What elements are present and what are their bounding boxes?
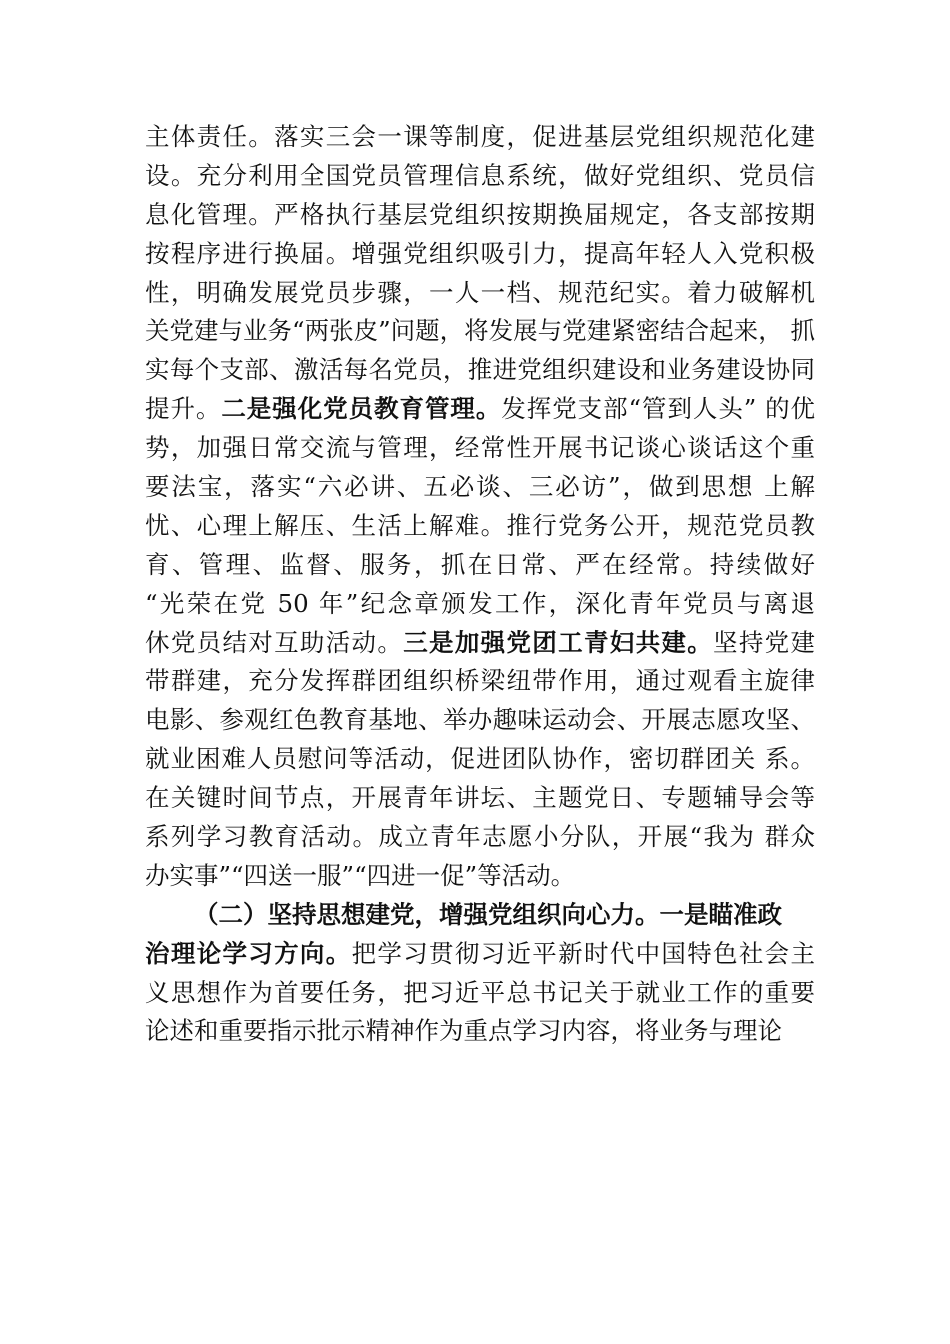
text-line bbox=[145, 701, 815, 740]
text-line bbox=[145, 624, 815, 663]
text-line bbox=[145, 935, 815, 974]
body-text-span: 设。充分利用全国党员管理信息系统，做好党组织、党员信 bbox=[145, 160, 815, 190]
text-line bbox=[145, 974, 815, 1013]
text-line bbox=[145, 429, 815, 468]
body-text-span: 带群建，充分发挥群团组织桥梁纽带作用，通过观看主旋律 bbox=[145, 666, 815, 696]
body-text-span: 发挥党支部“管到人头” 的优 bbox=[501, 394, 815, 424]
body-text-span: 坚持党建 bbox=[713, 627, 815, 657]
body-text-span: 电影、参观红色教育基地、举办趣味运动会、开展志愿攻坚、 bbox=[145, 705, 815, 735]
body-text-span: “光荣在党 50 年”纪念章颁发工作，深化青年党员与离退 bbox=[145, 588, 815, 618]
body-text-span: 忧、心理上解压、生活上解难。推行党务公开，规范党员教 bbox=[145, 510, 815, 540]
body-text-span: 息化管理。严格执行基层党组织按期换届规定，各支部按期 bbox=[145, 199, 815, 229]
bold-heading-text: 二是强化党员教育管理。 bbox=[221, 394, 502, 424]
text-line bbox=[145, 1012, 815, 1051]
body-text-span: 休党员结对互助活动。 bbox=[145, 627, 404, 657]
text-line bbox=[145, 157, 815, 196]
body-text-span: 性，明确发展党员步骤，一人一档、规范纪实。着力破解机 bbox=[145, 277, 815, 307]
body-text-span: 在关键时间节点，开展青年讲坛、主题党日、专题辅导会等 bbox=[145, 783, 815, 813]
body-text bbox=[145, 118, 815, 1051]
body-text-span: 要法宝，落实“六必讲、五必谈、三必访”，做到思想 上解 bbox=[145, 472, 815, 502]
body-text-span: 义思想作为首要任务，把习近平总书记关于就业工作的重要 bbox=[145, 977, 815, 1007]
text-line bbox=[145, 857, 815, 896]
text-line bbox=[145, 390, 815, 429]
body-text-span: 提升。 bbox=[145, 394, 222, 424]
bold-heading-text: （二）坚持思想建党，增强党组织向心力。一是瞄准政 bbox=[194, 899, 782, 929]
body-text-span: 系列学习教育活动。成立青年志愿小分队，开展“我为 群众 bbox=[145, 822, 815, 852]
text-line bbox=[145, 740, 815, 779]
text-line bbox=[145, 351, 815, 390]
bold-heading-text: 三是加强党团工青妇共建。 bbox=[403, 627, 714, 657]
body-text-span: 办实事”“四送一服”“四进一促”等活动。 bbox=[145, 860, 576, 890]
bold-heading-text: 治理论学习方向。 bbox=[145, 938, 352, 968]
text-line bbox=[145, 896, 815, 935]
text-line bbox=[145, 312, 815, 351]
body-text-span: 就业困难人员慰问等活动，促进团队协作，密切群团关 系。 bbox=[145, 744, 815, 774]
text-line bbox=[145, 274, 815, 313]
text-line bbox=[145, 585, 815, 624]
text-line bbox=[145, 779, 815, 818]
body-text-span: 育、管理、监督、服务，抓在日常、严在经常。持续做好 bbox=[145, 549, 815, 579]
body-text-span: 把学习贯彻习近平新时代中国特色社会主 bbox=[351, 938, 815, 968]
body-text-span: 势，加强日常交流与管理，经常性开展书记谈心谈话这个重 bbox=[145, 433, 815, 463]
text-line bbox=[145, 235, 815, 274]
text-line bbox=[145, 118, 815, 157]
body-text-span: 实每个支部、激活每名党员，推进党组织建设和业务建设协同 bbox=[145, 355, 815, 385]
text-line bbox=[145, 818, 815, 857]
body-text-span: 主体责任。落实三会一课等制度，促进基层党组织规范化建 bbox=[145, 122, 815, 151]
text-line bbox=[145, 662, 815, 701]
body-text-span: 论述和重要指示批示精神作为重点学习内容，将业务与理论 bbox=[145, 1016, 782, 1046]
text-line bbox=[145, 507, 815, 546]
body-text-span: 按程序进行换届。增强党组织吸引力，提高年轻人入党积极 bbox=[145, 238, 815, 268]
text-line bbox=[145, 546, 815, 585]
text-line bbox=[145, 468, 815, 507]
text-line bbox=[145, 196, 815, 235]
body-text-span: 关党建与业务“两张皮”问题，将发展与党建紧密结合起来， 抓 bbox=[145, 316, 815, 346]
